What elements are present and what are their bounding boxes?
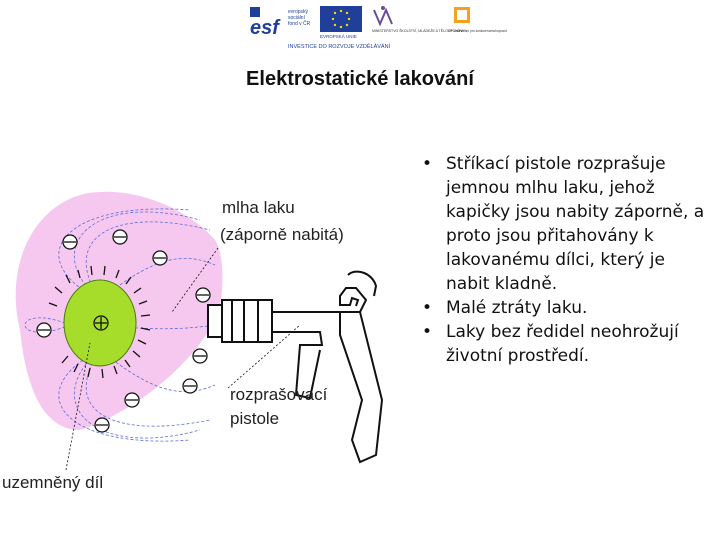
bullet-dot: • [422,322,433,342]
bullet-dot: • [422,154,433,174]
plus-charge [94,316,108,330]
bullet-item [420,296,705,320]
bullet-list [420,152,705,368]
esf-small-2: sociální [288,15,305,21]
slide-title: Elektrostatické lakování [246,68,474,90]
banner-text: INVESTICE DO ROZVOJE VZDĚLÁVÁNÍ [288,44,391,50]
op-logo [448,7,507,33]
bullet-item [420,320,705,368]
label-mist-line1: mlha laku [222,198,295,217]
esf-small-1: evropský [288,9,309,15]
eu-flag-logo [320,6,362,39]
label-part: uzemněný díl [2,473,104,492]
eu-caption: EVROPSKÁ UNIE [320,34,357,39]
bullet-item [420,152,705,296]
bullet-dot: • [422,298,433,318]
op-caption: OP Vzdělávání pro konkurenceschopnost [448,29,507,33]
logo-bar [248,4,507,50]
esf-small-3: fond v ČR [288,21,311,27]
label-mist-line2: (záporně nabitá) [220,225,344,244]
bullet-text: Stříkací pistole rozprašuje jemnou mlhu laku, jehož kapičky jsou nabity záporně, a proto jsou přitahovány k lakovanému dílci, který je nabit kladně. [446,154,705,294]
spray-gun [208,272,382,462]
bullet-text: Malé ztráty laku. [446,298,588,318]
bullet-text: Laky bez ředidel neohrožují životní prostředí. [446,322,679,366]
esf-text: esf [250,17,279,39]
label-gun-line1: rozprašovací [230,385,328,404]
diagram-canvas [0,180,420,520]
label-gun-line2: pistole [230,409,280,428]
msmt-caption: MINISTERSTVO ŠKOLSTVÍ, MLÁDEŽE A TĚLOVÝCHOVY [372,29,465,33]
esf-logo [248,4,311,39]
